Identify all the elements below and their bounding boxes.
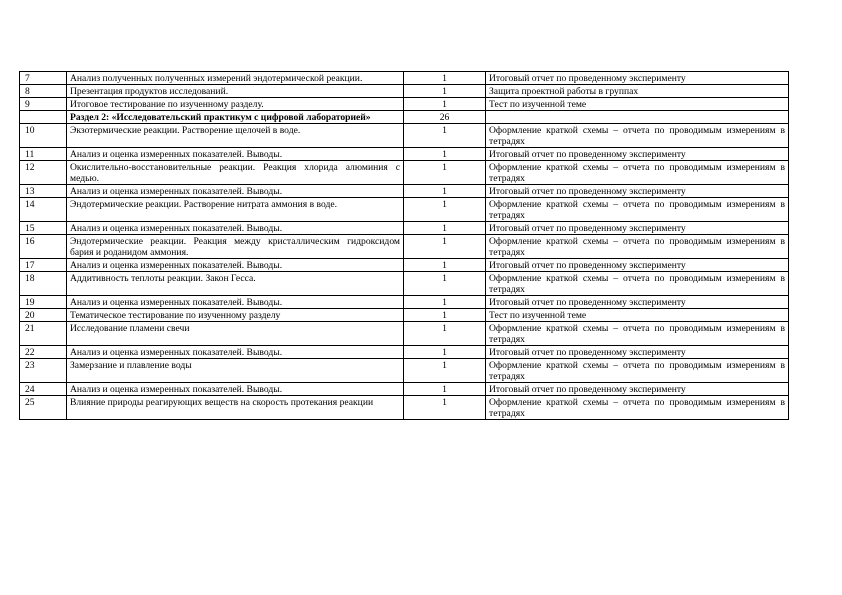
- document-page: [19, 71, 784, 420]
- lesson-topic: Эндотермические реакции. Растворение нитрата аммония в воде.: [67, 198, 404, 222]
- hours-count: 1: [404, 322, 486, 346]
- table-row: [20, 259, 789, 272]
- table-row: [20, 309, 789, 322]
- lesson-topic: Презентация продуктов исследований.: [67, 85, 404, 98]
- table-body: [20, 72, 789, 420]
- control-form: Итоговый отчет по проведенному эксперименту: [486, 72, 789, 85]
- curriculum-table: [19, 71, 789, 420]
- table-row: [20, 322, 789, 346]
- lesson-topic: Анализ полученных полученных измерений эндотермической реакции.: [67, 72, 404, 85]
- control-form: Итоговый отчет по проведенному эксперименту: [486, 346, 789, 359]
- table-row: [20, 222, 789, 235]
- row-number: [20, 111, 67, 124]
- row-number: 20: [20, 309, 67, 322]
- lesson-topic: Итоговое тестирование по изученному разделу.: [67, 98, 404, 111]
- lesson-topic: Эндотермические реакции. Реакция между кристаллическим гидроксидом бария и роданидом аммония.: [67, 235, 404, 259]
- hours-count: 1: [404, 396, 486, 420]
- row-number: 9: [20, 98, 67, 111]
- row-number: 12: [20, 161, 67, 185]
- control-form: Оформление краткой схемы – отчета по проводимым измерениям в тетрадях: [486, 124, 789, 148]
- hours-count: 1: [404, 198, 486, 222]
- table-row: [20, 161, 789, 185]
- lesson-topic: Экзотермические реакции. Растворение щелочей в воде.: [67, 124, 404, 148]
- hours-count: 1: [404, 383, 486, 396]
- table-row: [20, 72, 789, 85]
- lesson-topic: Замерзание и плавление воды: [67, 359, 404, 383]
- hours-count: 1: [404, 222, 486, 235]
- row-number: 14: [20, 198, 67, 222]
- row-number: 25: [20, 396, 67, 420]
- table-row: [20, 124, 789, 148]
- table-row: [20, 272, 789, 296]
- lesson-topic: Анализ и оценка измеренных показателей. Выводы.: [67, 383, 404, 396]
- control-form: Итоговый отчет по проведенному эксперименту: [486, 259, 789, 272]
- control-form: Оформление краткой схемы – отчета по проводимым измерениям в тетрадях: [486, 161, 789, 185]
- lesson-topic: Анализ и оценка измеренных показателей. Выводы.: [67, 346, 404, 359]
- table-row: [20, 235, 789, 259]
- control-form: Тест по изученной теме: [486, 98, 789, 111]
- hours-count: 1: [404, 296, 486, 309]
- row-number: 11: [20, 148, 67, 161]
- control-form: Оформление краткой схемы – отчета по проводимым измерениям в тетрадях: [486, 198, 789, 222]
- control-form: [486, 111, 789, 124]
- hours-count: 1: [404, 259, 486, 272]
- row-number: 7: [20, 72, 67, 85]
- hours-count: 1: [404, 235, 486, 259]
- control-form: Оформление краткой схемы – отчета по проводимым измерениям в тетрадях: [486, 235, 789, 259]
- section-header-row: [20, 111, 789, 124]
- control-form: Итоговый отчет по проведенному эксперименту: [486, 185, 789, 198]
- control-form: Итоговый отчет по проведенному эксперименту: [486, 296, 789, 309]
- control-form: Оформление краткой схемы – отчета по проводимым измерениям в тетрадях: [486, 396, 789, 420]
- control-form: Защита проектной работы в группах: [486, 85, 789, 98]
- row-number: 13: [20, 185, 67, 198]
- hours-count: 26: [404, 111, 486, 124]
- hours-count: 1: [404, 124, 486, 148]
- control-form: Итоговый отчет по проведенному эксперименту: [486, 222, 789, 235]
- hours-count: 1: [404, 72, 486, 85]
- control-form: Итоговый отчет по проведенному эксперименту: [486, 383, 789, 396]
- row-number: 17: [20, 259, 67, 272]
- row-number: 8: [20, 85, 67, 98]
- row-number: 19: [20, 296, 67, 309]
- row-number: 22: [20, 346, 67, 359]
- lesson-topic: Окислительно-восстановительные реакции. Реакция хлорида алюминия с медью.: [67, 161, 404, 185]
- lesson-topic: Раздел 2: «Исследовательский практикум с цифровой лабораторией»: [67, 111, 404, 124]
- hours-count: 1: [404, 359, 486, 383]
- hours-count: 1: [404, 148, 486, 161]
- lesson-topic: Анализ и оценка измеренных показателей. Выводы.: [67, 185, 404, 198]
- control-form: Оформление краткой схемы – отчета по проводимым измерениям в тетрадях: [486, 359, 789, 383]
- hours-count: 1: [404, 98, 486, 111]
- table-row: [20, 198, 789, 222]
- table-row: [20, 296, 789, 309]
- lesson-topic: Исследование пламени свечи: [67, 322, 404, 346]
- lesson-topic: Анализ и оценка измеренных показателей. Выводы.: [67, 222, 404, 235]
- hours-count: 1: [404, 161, 486, 185]
- table-row: [20, 85, 789, 98]
- row-number: 21: [20, 322, 67, 346]
- lesson-topic: Влияние природы реагирующих веществ на скорость протекания реакции: [67, 396, 404, 420]
- row-number: 16: [20, 235, 67, 259]
- control-form: Оформление краткой схемы – отчета по проводимым измерениям в тетрадях: [486, 322, 789, 346]
- hours-count: 1: [404, 346, 486, 359]
- table-row: [20, 396, 789, 420]
- lesson-topic: Тематическое тестирование по изученному разделу: [67, 309, 404, 322]
- table-row: [20, 98, 789, 111]
- lesson-topic: Аддитивность теплоты реакции. Закон Гесса.: [67, 272, 404, 296]
- control-form: Итоговый отчет по проведенному эксперименту: [486, 148, 789, 161]
- lesson-topic: Анализ и оценка измеренных показателей. Выводы.: [67, 296, 404, 309]
- row-number: 15: [20, 222, 67, 235]
- hours-count: 1: [404, 185, 486, 198]
- control-form: Тест по изученной теме: [486, 309, 789, 322]
- row-number: 24: [20, 383, 67, 396]
- table-row: [20, 148, 789, 161]
- hours-count: 1: [404, 272, 486, 296]
- control-form: Оформление краткой схемы – отчета по проводимым измерениям в тетрадях: [486, 272, 789, 296]
- row-number: 18: [20, 272, 67, 296]
- table-row: [20, 185, 789, 198]
- table-row: [20, 383, 789, 396]
- table-row: [20, 359, 789, 383]
- lesson-topic: Анализ и оценка измеренных показателей. Выводы.: [67, 148, 404, 161]
- table-row: [20, 346, 789, 359]
- row-number: 10: [20, 124, 67, 148]
- lesson-topic: Анализ и оценка измеренных показателей. Выводы.: [67, 259, 404, 272]
- hours-count: 1: [404, 309, 486, 322]
- hours-count: 1: [404, 85, 486, 98]
- row-number: 23: [20, 359, 67, 383]
